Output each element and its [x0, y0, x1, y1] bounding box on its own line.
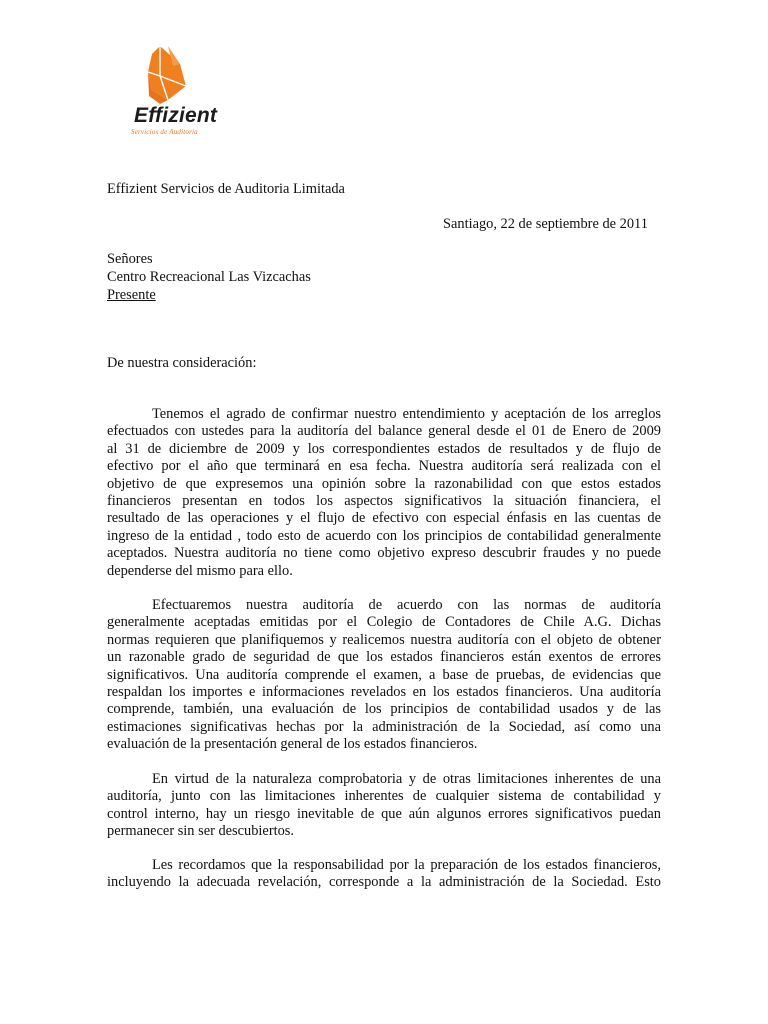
paragraph-line: comprende, también, una evaluación de los principios de contabilidad usados y de las — [107, 701, 661, 718]
paragraph-line: En virtud de la naturaleza comprobatoria y de otras limitaciones inherentes de una — [152, 771, 661, 787]
greeting: De nuestra consideración: — [107, 355, 257, 371]
paragraph-line: auditoría, junto con las limitaciones inherentes de cualquier sistema de contabilidad y — [107, 788, 661, 805]
paragraph-line: ingreso de la entidad , todo esto de acuerdo con los principios de contabilidad generalmente — [107, 527, 661, 544]
paragraph-line: dependerse del mismo para ello. — [107, 562, 293, 579]
recipient-salutation: Señores — [107, 251, 153, 267]
recipient-name: Centro Recreacional Las Vizcachas — [107, 269, 311, 285]
paragraph-line: estimaciones significativas hechas por la administración de la Sociedad, así como una — [107, 718, 661, 735]
logo-tagline: Servicios de Auditoria — [131, 128, 198, 136]
paragraph-line: efectuados con ustedes para la auditoría del balance general desde el 01 de Enero de 2009 — [107, 423, 661, 440]
paragraph-line: incluyendo la adecuada revelación, corresponde a la administración de la Sociedad. Esto — [107, 874, 661, 891]
paragraph-line: resultado de las operaciones y el flujo de efectivo con especial énfasis en las cuentas de — [107, 510, 661, 527]
paragraph-line: respaldan los importes e informaciones revelados en los estados financieros. Una auditoría — [107, 683, 661, 700]
paragraph-line: Efectuaremos nuestra auditoría de acuerdo con las normas de auditoría — [152, 597, 661, 613]
body-paragraph — [107, 771, 661, 841]
recipient-presente: Presente — [107, 287, 156, 303]
paragraph-line: significativos. Una auditoría comprende el examen, a base de pruebas, de evidencias que — [107, 666, 661, 683]
paragraph-line: al 31 de diciembre de 2009 y los correspondientes estados de resultados y de flujo de — [107, 440, 661, 457]
body-paragraph — [107, 857, 661, 892]
paragraph-line: evaluación de la presentación general de los estados financieros. — [107, 736, 478, 753]
paragraph-line: Tenemos el agrado de confirmar nuestro entendimiento y aceptación de los arreglos — [152, 406, 661, 422]
body-paragraph — [107, 406, 661, 580]
paragraph-line: permanecer sin ser descubiertos. — [107, 823, 295, 840]
paragraph-line: control interno, hay un riesgo inevitable de que aún algunos errores significativos puedan — [107, 805, 661, 822]
paragraph-line: objetivo de que expresemos una opinión sobre la razonabilidad con que estos estados — [107, 475, 661, 492]
paragraph-line: generalmente aceptadas emitidas por el Colegio de Contadores de Chile A.G. Dichas — [107, 614, 661, 631]
logo-name: Effizient — [134, 104, 218, 127]
sender-name: Effizient Servicios de Auditoria Limitada — [107, 181, 345, 197]
company-logo — [107, 44, 230, 146]
paragraph-line: efectivo por el año que terminará en esa fecha. Nuestra auditoría será realizada con el — [107, 458, 661, 475]
body-paragraph — [107, 597, 661, 754]
paragraph-line: aceptados. Nuestra auditoría no tiene como objetivo expreso descubrir fraudes y no puede — [107, 545, 661, 562]
paragraph-line: Les recordamos que la responsabilidad por la preparación de los estados financieros, — [152, 857, 661, 873]
paragraph-line: un razonable grado de seguridad de que los estados financieros están exentos de errores — [107, 649, 661, 666]
paragraph-line: normas requieren que planifiquemos y realicemos nuestra auditoría con el objeto de obtener — [107, 631, 661, 648]
paragraph-line: financieros presentan en todos los aspectos significativos la situación financiera, el — [107, 492, 661, 509]
date-line: Santiago, 22 de septiembre de 2011 — [443, 216, 648, 232]
